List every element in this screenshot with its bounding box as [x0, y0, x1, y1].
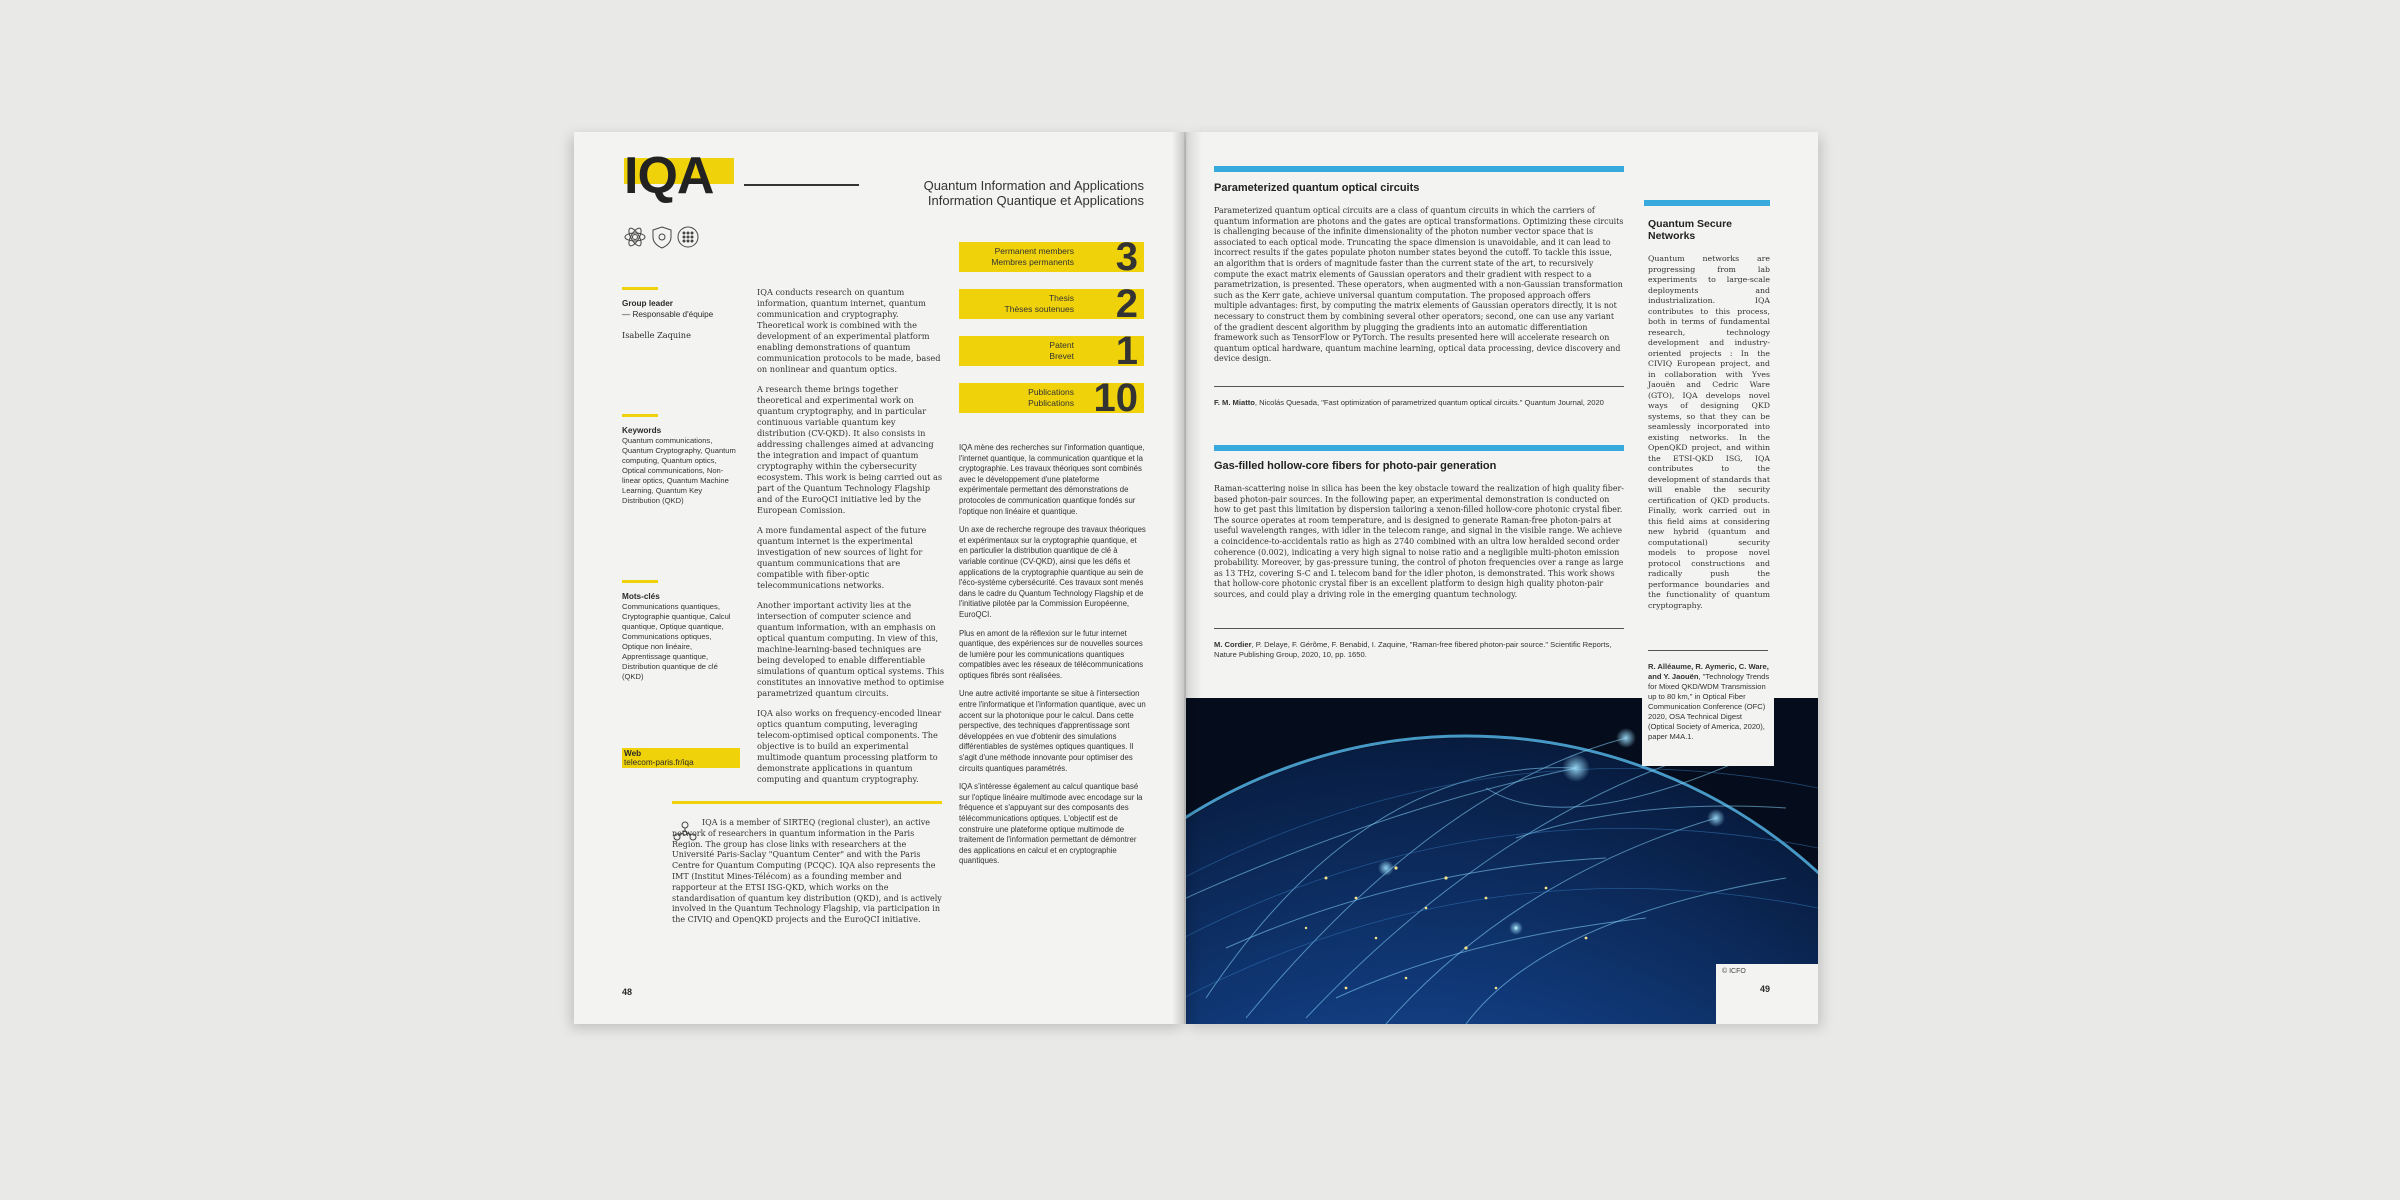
en-paragraph: IQA conducts research on quantum information, quantum internet, quantum communication and cryptography. Theoretical work is combined with the development of an experimental platform enabling demonstrations of quantum communication protocols to be made, based on nonlinear and quantum optics. [757, 287, 941, 374]
right-page [1186, 132, 1818, 1024]
stat-publications [959, 376, 1144, 420]
stat-thesis [959, 282, 1144, 326]
qubit-grid-icon [678, 227, 698, 247]
section1-text: Parameterized quantum optical circuits are a class of quantum circuits in which the carriers of quantum information are photons and the gates are optical transformations. Optimizing these circuits is challenging because of the infinite dimensionality of the photon number vector space that is associated to each optical mode. Truncating the space dimension is unavoidable, and it can lead to incorrect results if the gates populate photon number states beyond the cutoff. To tackle this issue, an algorithm that is orders of magnitude faster than the current state of the art, to recursively compute the exact matrix elements of Gaussian operators and their gradient with respect to a parametrization, is presented. These operators, when augmented with a non-Gaussian transformation such as the Kerr gate, achieve universal quantum computation. The proposed approach offers multiple advantages: first, by computing the matrix elements of Gaussian operators directly, it is not necessary to construct them by combining several other operators; second, one can use any variant of the gradient descent algorithm by plugging the gradients into an automatic differentiation framework such as TensorFlow or PyTorch. The results presented here will accelerate research on quantum optical hardware, quantum machine learning, optical data processing, device discovery and device design. [1214, 206, 1624, 364]
stat-label-en: Patent [1049, 340, 1074, 350]
stat-value: 10 [1093, 376, 1138, 420]
group-leader-label: Group leader [622, 299, 673, 308]
sirteq-marker [672, 801, 942, 804]
french-body [959, 443, 1147, 867]
motscles-marker [622, 580, 658, 583]
sidebar-text: Quantum networks are progressing from lab experiments to large-scale deployments and industrialization. IQA contributes to this process, both in terms of fundamental research, technology development and industry-oriented projects : In the CIVIQ European project, and in collaboration with Yves Jaouën and Cedric Ware (GTO), IQA develops novel ways of designing QKD systems, so that they can be seamlessly incorporated into existing networks. In the OpenQKD project, and within the ETSI-QKD ISG, IQA contributes to the development of standards that will enable the security certification of QKD products. Finally, work carried out in this field aims at considering new hybrid (quantum and computational) security models to propose novel protocol constructions and radically push the performance boundaries and the functionality of quantum cryptography. [1648, 254, 1770, 610]
group-leader-marker [622, 287, 658, 290]
atom-icon [625, 226, 645, 247]
stat-permanent-members [959, 235, 1144, 279]
left-page [574, 132, 1184, 1024]
keywords-label: Keywords [622, 426, 662, 435]
section2-marker [1214, 445, 1624, 451]
stat-label-fr: Publications [1028, 398, 1074, 408]
section1-marker [1214, 166, 1624, 172]
spine-gutter [1172, 132, 1202, 1024]
section2-title: Gas-filled hollow-core fibers for photo-pair generation [1214, 460, 1497, 472]
stat-label-en: Thesis [1048, 293, 1074, 303]
section1-ref-details: , Nicolás Quesada, "Fast optimization of parametrized quantum optical circuits." Quantum Journal, 2020 [1254, 398, 1604, 407]
stat-label-en: Publications [1028, 387, 1074, 397]
sidebar-marker [1644, 200, 1770, 206]
image-credit: © ICFO [1722, 968, 1746, 975]
fr-paragraph: IQA mène des recherches sur l'information quantique, l'internet quantique, la communication quantique et la cryptographie. Les travaux théoriques sont combinés avec le développement d'une plateforme expérimentale permettant des démonstrations de protocoles de communication quantique fondés sur l'optique non linéaire et quantique. [959, 443, 1145, 516]
fr-paragraph: Plus en amont de la réflexion sur le futur internet quantique, des expériences sur de nouvelles sources de lumière pour les communications quantiques compatibles avec les réseaux de télécommunications optiques fibrés sont réalisées. [959, 628, 1144, 680]
page-title [924, 178, 1144, 208]
en-paragraph: Another important activity lies at the intersection of computer science and quantum information, with an emphasis on optical quantum computing. In view of this, machine-learning-based techniques are being developed to enable differentiable simulations of quantum optical systems. This constitutes an innovative method to optimise parametrized quantum circuits. [757, 600, 945, 698]
section1-reference [1214, 398, 1624, 408]
stat-label-fr: Brevet [1049, 351, 1074, 361]
page-title-fr: Information Quantique et Applications [927, 193, 1144, 208]
section1-ref-authors: F. M. Miatto [1214, 398, 1255, 407]
web-label: Web [624, 749, 642, 758]
stat-value: 3 [1115, 235, 1138, 279]
header-rule [744, 184, 859, 186]
sidebar-title: Quantum Secure Networks [1648, 218, 1733, 242]
stat-value: 2 [1115, 282, 1138, 326]
web-link[interactable]: telecom-paris.fr/iqa [624, 758, 694, 767]
sidebar-reference [1648, 662, 1770, 742]
motscles-text: Communications quantiques, Cryptographie quantique, Calcul quantique, Optique quantique, Communications optiques, Optique non linéaire, Apprentissage quantique, Distribution quantique de clé (QKD) [622, 602, 731, 681]
en-paragraph: A research theme brings together theoretical and experimental work on quantum cryptography, and in particular continuous variable quantum key distribution (CV-QKD). It also consists in addressing challenges aimed at advancing the integration and impact of quantum cryptography within the cybersecurity ecosystem. This work is being carried out as part of the Quantum Technology Flagship and of the EuroQCI initiative led by the European Comission. [757, 384, 943, 515]
logo: IQA [624, 147, 714, 205]
section2-reference [1214, 640, 1624, 660]
stat-label-fr: Membres permanents [991, 257, 1074, 267]
shield-icon [653, 227, 671, 248]
section1-rule [1214, 386, 1624, 387]
page-number: 48 [622, 987, 633, 997]
icon-row [622, 224, 712, 250]
stat-label-en: Permanent members [994, 246, 1074, 256]
section2-rule [1214, 628, 1624, 629]
sirteq-text: IQA is a member of SIRTEQ (regional cluster), an active network of researchers in quantum information in the Paris Region. The group has close links with researchers at the Université Paris-Saclay "Quantum Center" and with the Paris Centre for Quantum Computing (PCQC). IQA also represents the IMT (Institut Mines-Télécom) as a founding member and rapporteur at the ETSI ISG-QKD, which works on the standardisation of quantum key distribution (QKD), and is actively involved in the Quantum Technology Flagship, via participation in the CIVIQ and OpenQKD projects and the EuroQCI initiative. [672, 818, 942, 925]
section2-text: Raman-scattering noise in silica has been the key obstacle toward the realization of high quality fiber-based photon-pair sources. In the following paper, an experimental demonstration is conducted on how to get past this limitation by dispersion tailoring a xenon-filled hollow-core photonic crystal fiber. The source operates at room temperature, and is designed to generate Raman-free photon-pairs at useful wavelength ranges, with idler in the telecom range, and signal in the visible range. We achieve a coincidence-to-accidentals ratio as high as 2740 combined with an ultra low heralded second order coherence (0.002), indicating a very high signal to noise ratio and a negligible multi-photon emission probability. Moreover, by gas-pressure tuning, the control of photon frequencies over a range as large as 13 THz, covering S-C and L telecom band for the idler photon, is demonstrated. This work shows that hollow-core photonic crystal fiber is an excellent platform to design high quality photon-pair sources, and could play a driving role in the emerging quantum technology. [1214, 484, 1624, 599]
group-leader-label-fr: — Responsable d'équipe [622, 310, 714, 319]
sidebar-ref-authors: R. Alléaume, R. Aymeric, C. Ware, and Y. Jaouën [1648, 662, 1769, 681]
section2-ref-details: , P. Delaye, F. Gérôme, F. Benabid, I. Zaquine, "Raman-free fibered photon-pair source." Scientific Reports, Nature Publishing Group, 2020, 10, pp. 1650. [1214, 640, 1612, 659]
section2-ref-authors: M. Cordier [1214, 640, 1252, 649]
fr-paragraph: IQA s'intéresse également au calcul quantique basé sur l'optique linéaire multimode avec encodage sur la fréquence et s'appuyant sur des composants des télécommunications optiques. L'objectif est de construire une plateforme optique multimode de traitement de l'information permettant de démontrer des applications en calcul et en cryptographie quantiques. [959, 782, 1143, 866]
stat-patent [959, 329, 1144, 373]
stat-label-fr: Thèses soutenues [1004, 304, 1074, 314]
english-body [757, 287, 945, 785]
keywords-text: Quantum communications, Quantum Cryptography, Quantum computing, Quantum optics, Optical communications, Non-linear optics, Quantum Machine Learning, Quantum Key Distribution (QKD) [622, 436, 736, 505]
page-number: 49 [1760, 984, 1771, 994]
fr-paragraph: Un axe de recherche regroupe des travaux théoriques et expérimentaux sur la cryptographie quantique, et en particulier la distribution quantique de clé à variable continue (CV-QKD), ainsi que les défis et applications de la cryptographie quantique au sein de l'éco-système cybersécurité. Ces travaux sont menés dans le cadre du Quantum Technology Flagship et de l'initiative pilotée par la Commission Européenne, EuroQCI. [959, 525, 1146, 619]
fr-paragraph: Une autre activité importante se situe à l'intersection entre l'informatique et l'information quantique, avec un accent sur la photonique pour le calcul. Dans cette perspective, des techniques d'apprentissage sont développées en vue d'obtenir des simulations différentiables de systèmes optiques quantiques. Il s'agit d'une méthode innovante pour optimiser des circuits quantiques paramétrés. [959, 689, 1146, 773]
sidebar-ref-details: , "Technology Trends for Mixed QKD/WDM Transmission up to 80 km," in Optical Fiber Communication Conference (OFC) 2020, OSA Technical Digest (Optical Society of America, 2020), paper M4A.1. [1648, 672, 1770, 741]
group-leader-name: Isabelle Zaquine [622, 330, 691, 340]
page-title-en: Quantum Information and Applications [923, 178, 1144, 193]
en-paragraph: A more fundamental aspect of the future quantum internet is the experimental investigation of new sources of light for quantum communications that are compatible with fiber-optic telecommunications networks. [757, 525, 927, 590]
motscles-label: Mots-clés [622, 592, 660, 601]
stat-value: 1 [1115, 329, 1138, 373]
en-paragraph: IQA also works on frequency-encoded linear optics quantum computing, leveraging telecom-optimised optical components. The objective is to build an experimental multimode quantum processing platform to demonstrate applications in quantum computing and quantum cryptography. [757, 708, 942, 784]
group-leader-block [622, 298, 742, 320]
section1-title: Parameterized quantum optical circuits [1214, 182, 1420, 194]
sidebar-rule [1648, 650, 1768, 651]
keywords-marker [622, 414, 658, 417]
